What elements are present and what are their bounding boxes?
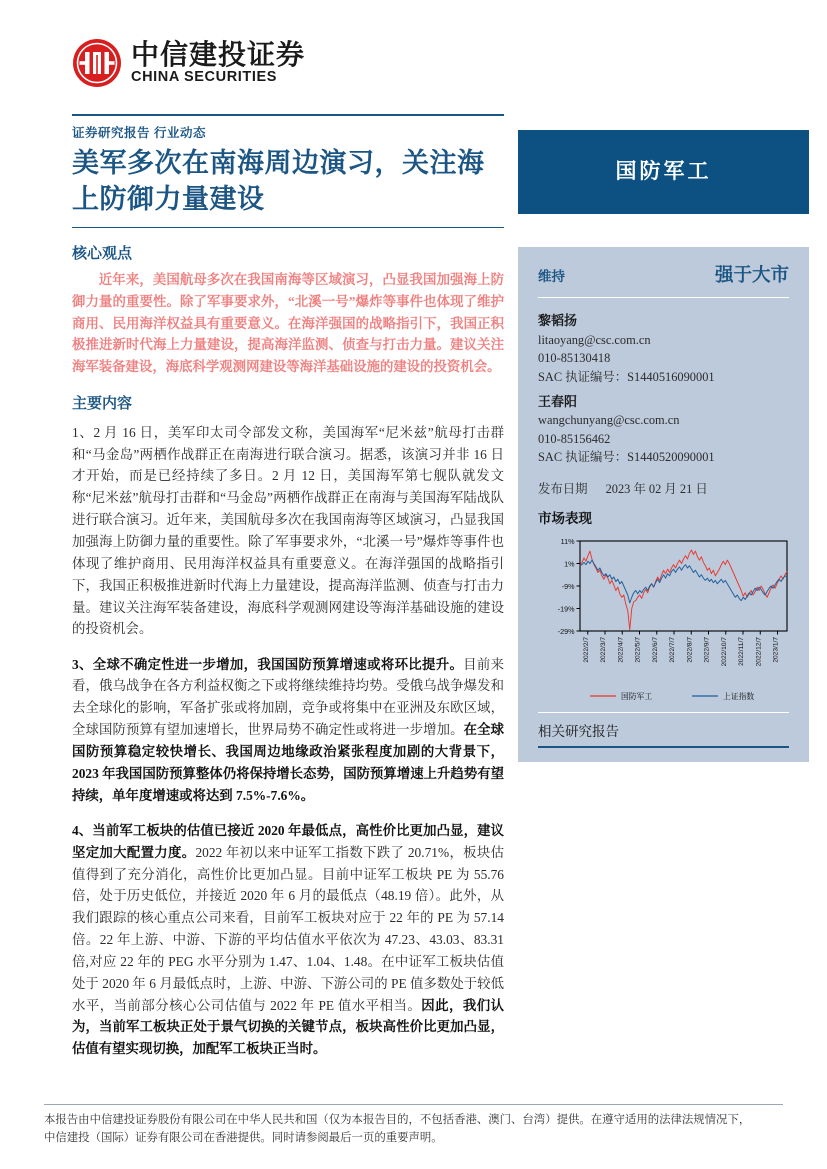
svg-text:2022/3/7: 2022/3/7 [600,636,608,663]
svg-text:2022/9/7: 2022/9/7 [703,636,711,663]
svg-text:2022/4/7: 2022/4/7 [617,636,625,663]
csc-logo-icon [72,38,122,88]
svg-text:2022/10/7: 2022/10/7 [720,636,728,666]
page-header [0,0,827,110]
analyst-phone: 010-85156462 [538,431,611,446]
main-content-column [72,114,504,1074]
analyst-name: 黎韬扬 [538,313,578,329]
analyst-sac: SAC 执证编号：S1440520090001 [538,450,715,465]
paragraph-4-body: 2022 年初以来中证军工指数下跌了 20.71%，板块估值得到了充分消化，高性价比更加凸显。目前中证军工板块 PE 为 55.76 倍，处于历史低位，并接近 2020 年 6 月的最低点（48.19 倍）。此外，从我们跟踪的核心重点公司来看，目前军工板块对应于 22 年的 PE 为 57.14 倍。22 年上游、中游、下游的平均估值水平依次为 47.23、43.03、83.31 倍,对应 22 年的 PEG 水平分别为 1.47、1.04、1.48。在中证军工板块估值处于 2020 年 6 月最低点时，上游、中游、下游公司的 PE 值多数处于较低水平，当前部分核心公司估值与 2022 年 PE 值水平相当。 [72,844,504,1013]
paragraph-3-body: 目前来看，俄乌战争在各方利益权衡之下或将继续维持均势。受俄乌战争爆发和去全球化的影响，军备扩张或将加剧，竞争或将集中在亚洲及东欧区域，全球国防预算有望加速增长，世界局势不确定性或将进一步增加。 [72,656,505,738]
rating-row [518,247,809,297]
analyst-list [518,298,809,496]
svg-text:2022/7/7: 2022/7/7 [669,636,677,663]
svg-text:上证指数: 上证指数 [723,691,755,701]
analyst-phone: 010-85130418 [538,351,611,366]
title-divider-bottom [72,227,504,228]
logo-text-cn: 中信建投证券 [131,38,306,70]
brand-logo [72,38,305,88]
svg-text:-9%: -9% [561,581,575,591]
market-performance-heading: 市场表现 [538,510,592,526]
rating-value: 强于大市 [714,264,789,285]
publish-row [538,479,789,497]
logo-text-en: CHINA SECURITIES [131,69,278,86]
analyst-email[interactable]: wangchunyang@csc.com.cn [538,413,680,428]
paragraph-3-lead: 3、全球不确定性进一步增加，我国国防预算增速或将环比提升。 [72,656,464,672]
publish-date: 2023 年 02 月 21 日 [605,481,708,496]
svg-text:2022/6/7: 2022/6/7 [651,636,659,663]
footer-disclaimer [44,1112,804,1147]
svg-text:2022/8/7: 2022/8/7 [686,636,694,663]
paragraph-4-tail: 因此，我们认为，当前军工板块正处于景气切换的关键节点，板块高性价比更加凸显，估值有望实现切换，加配军工板块正当时。 [72,997,504,1057]
svg-text:-19%: -19% [557,604,575,614]
svg-text:国防军工: 国防军工 [621,691,653,701]
title-divider-top [72,114,504,116]
main-content-heading: 主要内容 [72,394,133,412]
svg-text:-29%: -29% [557,626,575,636]
report-kicker: 证券研究报告 行业动态 [72,126,206,140]
core-view-text: 近年来，美国航母多次在我国南海等区域演习，凸显我国加强海上防御力量的重要性。除了军事要求外，“北溪一号”爆炸等事件也体现了维护商用、民用海洋权益具有重要意义。在海洋强国的战略指引下，我国正积极推进新时代海上力量建设，提高海洋监测、侦查与打击力量。建议关注海军装备建设，海底科学观测网建设等海洋基础设施的建设的投资机会。 [72,272,504,375]
paragraph-4-lead: 4、当前军工板块的估值已接近 2020 年最低点，高性价比更加凸显，建议坚定加大配置力度。 [72,822,504,860]
analyst-name: 王春阳 [538,393,578,409]
paragraph-3 [72,654,504,807]
paragraph-1: 1、2 月 16 日，美军印太司令部发文称，美国海军“尼米兹”航母打击群和“马金岛”两栖作战群正在南海进行联合演习。据悉，该演习并非 16 日才开始，而是已经持续了多日。2 月 12 日，美国海军第七舰队就发文称“尼米兹”航母打击群和“马金岛”两栖作战群正在南海与美国海军陆战队进行联合演习。近年来，美国航母多次在我国南海等区域演习，凸显我国加强海上防御力量的重要性。除了军事要求外，“北溪一号”爆炸等事件也体现了维护商用、民用海洋权益具有重要意义。在海洋强国的战略指引下，我国正积极推进新时代海上力量建设，提高海洋监测、侦查与打击力量。建议关注海军装备建设，海底科学观测网建设等海洋基础设施的建设的投资机会。 [72,424,504,637]
paragraph-3-tail: 在全球国防预算稳定较快增长、我国周边地缘政治紧张程度加剧的大背景下，2023 年我国国防预算整体仍将保持增长态势，国防预算增速上升趋势有望持续，单年度增速或将达到 7.5%-7.6%。 [72,722,505,803]
svg-text:1%: 1% [564,559,575,569]
publish-label: 发布日期 [538,481,588,496]
svg-text:2023/1/7: 2023/1/7 [772,636,780,663]
related-reports-heading: 相关研究报告 [538,723,619,739]
related-divider-top [538,712,789,713]
page-title: 美军多次在南海周边演习，关注海上防御力量建设 [72,148,485,214]
info-panel [518,247,809,762]
analyst-email[interactable]: litaoyang@csc.com.cn [538,332,651,347]
footer-line-1: 本报告由中信建投证券股份有限公司在中华人民共和国（仅为本报告目的，不包括香港、澳门、台湾）提供。在遵守适用的法律法规情况下， [44,1114,751,1126]
paragraph-4 [72,820,504,1060]
svg-text:2022/5/7: 2022/5/7 [634,636,642,663]
core-view-heading: 核心观点 [72,245,133,263]
footer-divider [44,1104,783,1105]
analyst-sac: SAC 执证编号：S1440516090001 [538,369,715,384]
industry-banner [518,130,809,214]
footer-line-2: 中信建投（国际）证券有限公司在香港提供。同时请参阅最后一页的重要声明。 [44,1131,443,1144]
related-divider-bottom [538,746,789,748]
industry-name: 国防军工 [615,160,712,183]
market-performance-chart [518,527,809,708]
svg-text:2022/12/7: 2022/12/7 [755,636,763,666]
svg-text:2022/11/7: 2022/11/7 [738,636,746,666]
svg-text:2022/2/7: 2022/2/7 [582,636,590,663]
svg-text:11%: 11% [560,536,575,546]
related-reports-section [518,708,809,748]
rating-label: 维持 [538,269,565,284]
